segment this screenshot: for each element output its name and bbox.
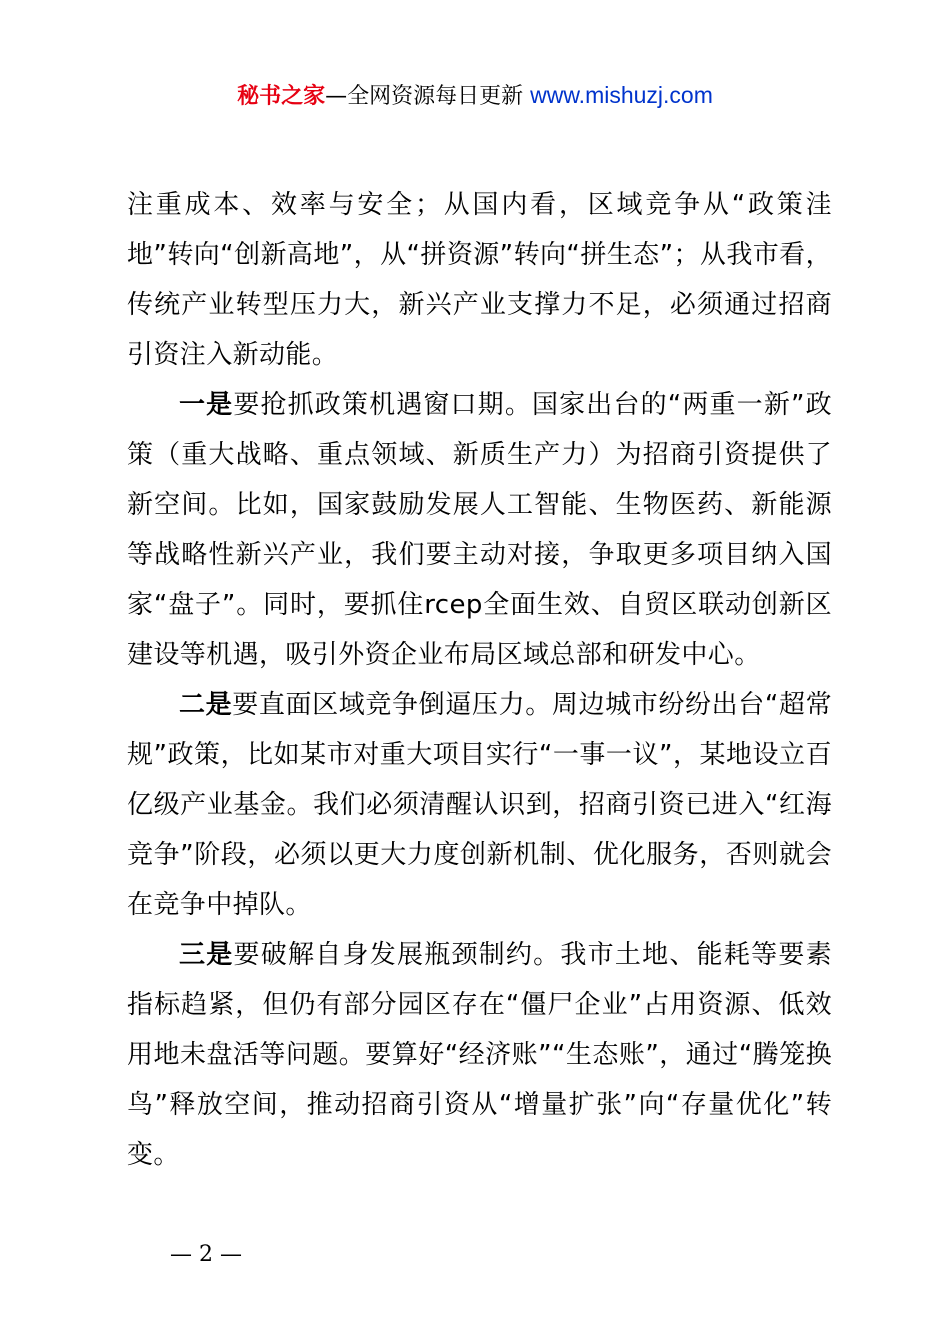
brand-name: 秘书之家: [237, 84, 326, 109]
site-url-link[interactable]: www.mishuzj.com: [530, 82, 713, 108]
paragraph-lead: 三是: [179, 940, 234, 970]
page-number: — 2 —: [170, 1242, 242, 1267]
paragraph-text: 要抢抓政策机遇窗口期。国家出台的“两重一新”政策（重大战略、重点领域、新质生产力）为招商引资提供了新空间。比如，国家鼓励发展人工智能、生物医药、新能源等战略性新兴产业，我们要主动对接，争取更多项目纳入国家“盘子”。同时，要抓住rcep全面生效、自贸区联动创新区建设等机遇，吸引外资企业布局区域总部和研发中心。: [127, 390, 832, 670]
paragraph-continuation: [127, 180, 832, 380]
paragraph-point-three: [127, 930, 832, 1180]
paragraph-point-one: [127, 380, 832, 680]
paragraph-lead: 一是: [179, 390, 234, 420]
site-header: [0, 78, 950, 114]
paragraph-point-two: [127, 680, 832, 930]
document-body: [127, 180, 832, 1180]
paragraph-text: 注重成本、效率与安全；从国内看，区域竞争从“政策洼地”转向“创新高地”，从“拼资源”转向“拼生态”；从我市看，传统产业转型压力大，新兴产业支撑力不足，必须通过招商引资注入新动能。: [127, 190, 832, 370]
header-tagline: —全网资源每日更新: [325, 84, 531, 109]
paragraph-text: 要破解自身发展瓶颈制约。我市土地、能耗等要素指标趋紧，但仍有部分园区存在“僵尸企业”占用资源、低效用地未盘活等问题。要算好“经济账”“生态账”，通过“腾笼换鸟”释放空间，推动招商引资从“增量扩张”向“存量优化”转变。: [127, 940, 832, 1170]
paragraph-text: 要直面区域竞争倒逼压力。周边城市纷纷出台“超常规”政策，比如某市对重大项目实行“一事一议”，某地设立百亿级产业基金。我们必须清醒认识到，招商引资已进入“红海竞争”阶段，必须以更大力度创新机制、优化服务，否则就会在竞争中掉队。: [127, 690, 832, 920]
paragraph-lead: 二是: [179, 690, 233, 720]
